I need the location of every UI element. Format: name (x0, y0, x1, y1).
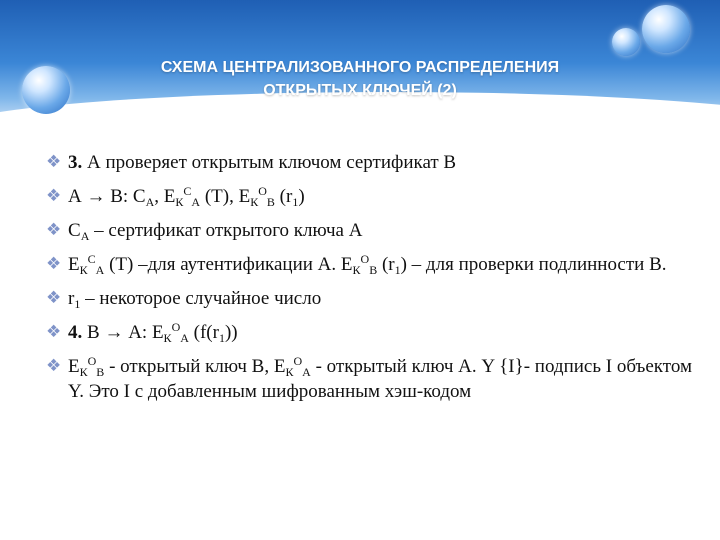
bullet-item (46, 184, 696, 209)
text-run: В (96, 365, 105, 379)
text-run: О (258, 184, 267, 198)
bubble-decoration-right-large (642, 5, 690, 53)
text-run: К (250, 195, 259, 209)
text-run: )) (224, 322, 238, 343)
text-run: 1 (218, 331, 225, 345)
text-run: А (145, 195, 155, 209)
text-run: ) – для проверки подлинности В. (400, 254, 667, 275)
bullet-text (68, 252, 696, 277)
bullet-text (68, 320, 696, 345)
text-run: К (79, 365, 88, 379)
text-run: А (180, 331, 189, 345)
text-run: - открытый ключ А. Y {I}- подпись I объектом Y. Это I с добавленным шифрованным хэш-кодом (68, 356, 692, 402)
bullet-diamond-icon: ❖ (46, 254, 62, 274)
text-run: (Т) –для аутентификации А. Е (104, 254, 353, 275)
text-run: О (360, 252, 370, 266)
text-run: (r (377, 254, 395, 275)
bullet-text (68, 218, 696, 243)
bullet-text (68, 286, 696, 311)
text-run: С (183, 184, 192, 198)
text-run: В (266, 195, 275, 209)
text-run: Е (68, 356, 80, 377)
text-run: К (352, 263, 361, 277)
bubble-decoration-left (22, 66, 70, 114)
text-run: К (79, 263, 88, 277)
text-run: А (68, 186, 87, 207)
text-run: О (171, 320, 181, 334)
text-run: В (82, 322, 105, 343)
text-run: В (369, 263, 378, 277)
text-run: С (68, 220, 81, 241)
text-run: ) (298, 186, 305, 207)
bullet-item (46, 320, 696, 345)
text-run: → (86, 186, 106, 207)
text-run: Е (68, 254, 80, 275)
text-run: (f(r (188, 322, 219, 343)
text-run: – некоторое случайное число (80, 288, 322, 309)
text-run: О (293, 354, 303, 368)
bullet-text (68, 184, 696, 209)
bullet-diamond-icon: ❖ (46, 220, 62, 240)
text-run: В: С (105, 186, 146, 207)
text-run: С (87, 252, 96, 266)
text-run: 4. (68, 322, 83, 343)
bullet-diamond-icon: ❖ (46, 186, 62, 206)
text-run: К (285, 365, 294, 379)
bullet-diamond-icon: ❖ (46, 288, 62, 308)
bullet-item (46, 286, 696, 311)
text-run: , Е (154, 186, 176, 207)
text-run: → (104, 322, 124, 343)
text-run: О (87, 354, 97, 368)
bullet-item (46, 150, 696, 175)
text-run: - открытый ключ В, Е (104, 356, 286, 377)
text-run: 1 (394, 263, 401, 277)
bubble-decoration-right-small (612, 28, 640, 56)
text-run: А проверяет открытым ключом сертификат В (82, 152, 457, 173)
slide-title-line-2: ОТКРЫТЫХ КЛЮЧЕЙ (2) (263, 82, 457, 99)
bullet-text (68, 150, 696, 175)
text-run: 3. (68, 152, 83, 173)
bullet-diamond-icon: ❖ (46, 322, 62, 342)
text-run: 1 (74, 297, 81, 311)
text-run: r (68, 288, 75, 309)
text-run: А (302, 365, 311, 379)
text-run: К (163, 331, 172, 345)
bullet-item (46, 354, 696, 404)
text-run: А (191, 195, 201, 209)
text-run: А (80, 229, 90, 243)
text-run: – сертификат открытого ключа А (89, 220, 363, 241)
text-run: (r (274, 186, 293, 207)
bullet-diamond-icon: ❖ (46, 356, 62, 376)
text-run: (Т), Е (200, 186, 251, 207)
text-run: А: Е (123, 322, 164, 343)
slide-title-line-1: СХЕМА ЦЕНТРАЛИЗОВАННОГО РАСПРЕДЕЛЕНИЯ (160, 59, 560, 76)
text-run: 1 (292, 195, 299, 209)
slide-title (100, 56, 620, 102)
bullet-item (46, 218, 696, 243)
text-run: А (95, 263, 105, 277)
bullet-list (46, 150, 696, 413)
header-banner (0, 0, 720, 140)
text-run: К (175, 195, 184, 209)
bullet-item (46, 252, 696, 277)
bullet-text (68, 354, 696, 404)
bullet-diamond-icon: ❖ (46, 152, 62, 172)
